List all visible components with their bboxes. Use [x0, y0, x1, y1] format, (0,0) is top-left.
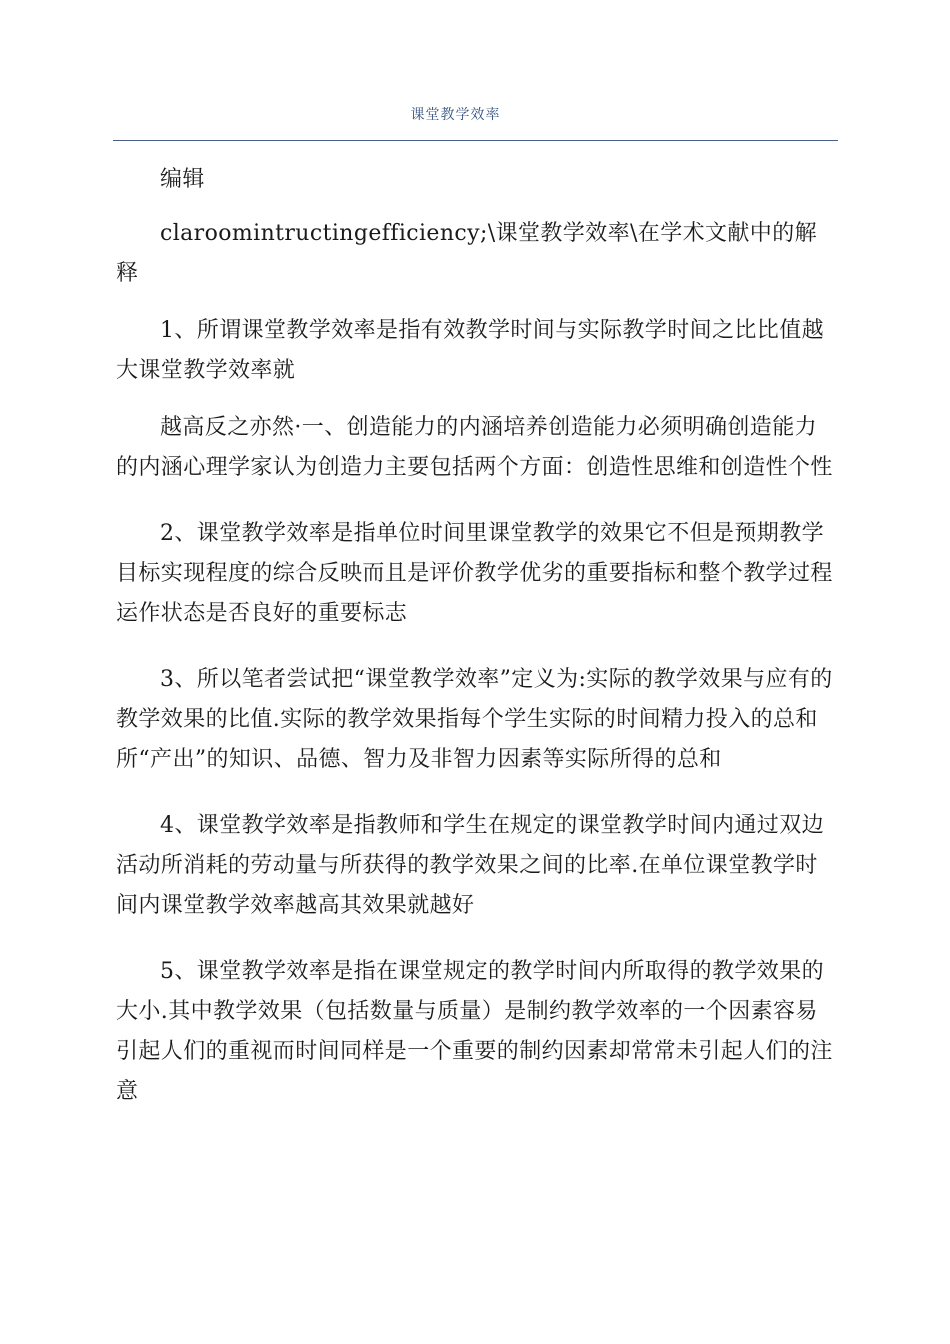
paragraph-edit: 编辑	[160, 167, 205, 192]
paragraph-definition-4: 4、课堂教学效率是指教师和学生在规定的课堂教学时间内通过双边活动所消耗的劳动量与所获得的教学效果之间的比率.在单位课堂教学时间内课堂教学效率越高其效果就越好	[116, 813, 824, 918]
header-divider	[113, 140, 838, 141]
paragraph-definition-3: 3、所以笔者尝试把“课堂教学效率”定义为:实际的教学效果与应有的教学效果的比值.实际的教学效果指每个学生实际的时间精力投入的总和所“产出”的知识、品德、智力及非智力因素等实际所得的总和	[116, 667, 833, 772]
paragraph-definition-1: 1、所谓课堂教学效率是指有效教学时间与实际教学时间之比比值越大课堂教学效率就	[116, 318, 824, 383]
paragraph-definition-5: 5、课堂教学效率是指在课堂规定的教学时间内所取得的教学效果的大小.其中教学效果（包括数量与质量）是制约教学效率的一个因素容易引起人们的重视而时间同样是一个重要的制约因素却常常未引起人们的注意	[116, 959, 833, 1104]
document-body	[116, 160, 838, 1112]
page-header-title: 课堂教学效率	[410, 107, 501, 123]
paragraph-continuation: 越高反之亦然·一、创造能力的内涵培养创造能力必须明确创造能力的内涵心理学家认为创造力主要包括两个方面：创造性思维和创造性个性	[116, 415, 833, 480]
paragraph-definition-2: 2、课堂教学效率是指单位时间里课堂教学的效果它不但是预期教学目标实现程度的综合反映而且是评价教学优劣的重要指标和整个教学过程运作状态是否良好的重要标志	[116, 521, 833, 626]
paragraph-term: claroomintructingefficiency;\课堂教学效率\在学术文献中的解释	[116, 221, 817, 286]
